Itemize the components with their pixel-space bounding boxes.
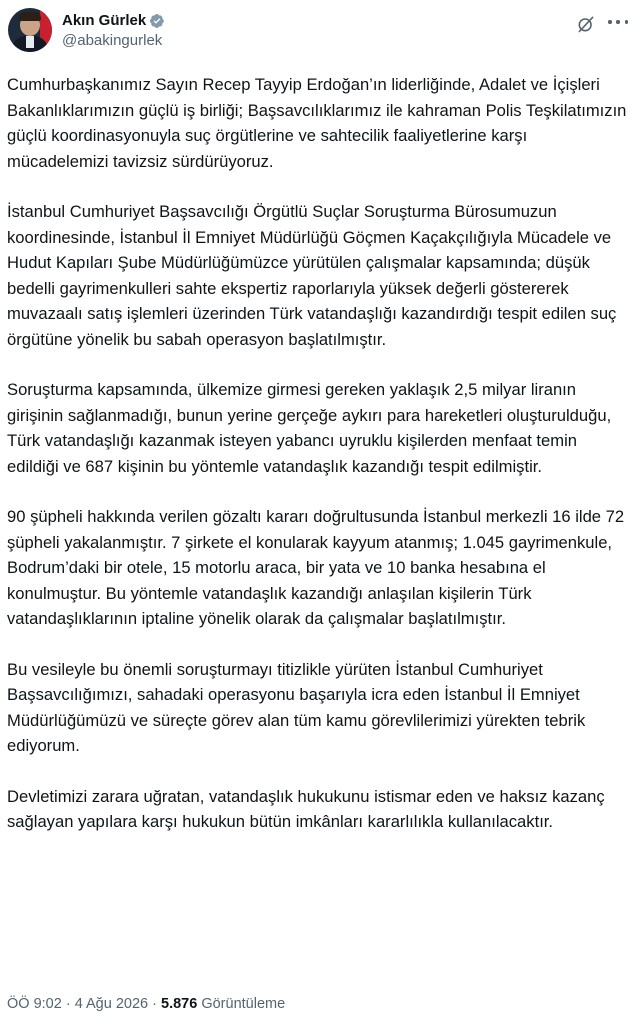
tweet-time[interactable]: ÖÖ 9:02 [7, 996, 62, 1012]
views-count: 5.876 [161, 996, 198, 1012]
author-handle[interactable]: @abakingurlek [62, 32, 163, 49]
tweet-meta [7, 994, 285, 1014]
tweet-paragraph: 90 şüpheli hakkında verilen gözaltı kararı doğrultusunda İstanbul merkezli 16 ilde 72 şüpheli yakalanmıştır. 7 şirkete el konularak kayyum atanmış; 1.045 gayrimenkule, Bodrum’daki bir otele, 15 motorlu araca, bir yata ve 10 banka hesabına el konulmuştur. Bu yöntemle vatandaşlık kazandığı anlaşılan kişilerin Türk vatandaşlıklarının iptaline yönelik olarak da çalışmalar başlatılmıştır. [7, 507, 625, 628]
more-options-icon[interactable] [608, 12, 628, 32]
tweet-date[interactable]: 4 Ağu 2026 [74, 996, 149, 1012]
verified-badge-icon [149, 13, 165, 29]
author-display-name[interactable]: Akın Gürlek [62, 12, 147, 29]
views-label: Görüntüleme [201, 996, 286, 1012]
tweet-paragraph: Bu vesileyle bu önemli soruşturmayı titizlikle yürüten İstanbul Cumhuriyet Başsavcılığımızı, sahadaki operasyonu başarıyla icra eden İstanbul İl Emniyet Müdürlüğümüzü ve süreçte görev alan tüm kamu görevlilerimizi yürekten tebrik ediyorum. [7, 659, 586, 755]
avatar[interactable] [8, 8, 52, 52]
grok-icon[interactable] [576, 14, 596, 34]
tweet-paragraph: Cumhurbaşkanımız Sayın Recep Tayyip Erdoğan’ın liderliğinde, Adalet ve İçişleri Bakanlıklarımızın güçlü iş birliği; Başsavcılıklarımız ile kahraman Polis Teşkilatımızın güçlü koordinasyonuyla suç örgütlerine ve sahtecilik faaliyetlerine karşı mücadelemizi tavizsiz sürdürüyoruz. [7, 75, 627, 171]
tweet-paragraph: İstanbul Cumhuriyet Başsavcılığı Örgütlü Suçlar Soruşturma Bürosumuzun koordinesinde, İstanbul İl Emniyet Müdürlüğü Göçmen Kaçakçılığıyla Mücadele ve Hudut Kapıları Şube Müdürlüğümüzce yürütülen çalışmalar kapsamında; düşük bedelli gayrimenkulleri sahte ekspertiz raporlarıyla yüksek değerli göstererek muvazaalı satış işlemleri üzerinden Türk vatandaşlığı kazandırdığı tespit edilen suç örgütüne yönelik bu sabah operasyon başlatılmıştır. [7, 202, 617, 349]
meta-separator: · [65, 996, 71, 1012]
author-info [62, 8, 165, 51]
tweet-paragraph: Devletimizi zarara uğratan, vatandaşlık hukukunu istismar eden ve haksız kazanç sağlayan yapılara karşı hukukun bütün imkânları kararlılıkla kullanılacaktır. [7, 786, 605, 831]
tweet-header [8, 8, 630, 68]
tweet-text [7, 72, 633, 860]
meta-separator: · [152, 996, 157, 1012]
tweet-paragraph: Soruşturma kapsamında, ülkemize girmesi gereken yaklaşık 2,5 milyar liranın girişinin sağlanmadığı, bunun yerine gerçeğe aykırı para hareketleri oluşturulduğu, Türk vatandaşlığı kazanmak isteyen yabancı uyruklu kişilerden menfaat temin edildiği ve 687 kişinin bu yöntemle vatandaşlık kazandığı tespit edilmiştir. [7, 380, 612, 476]
